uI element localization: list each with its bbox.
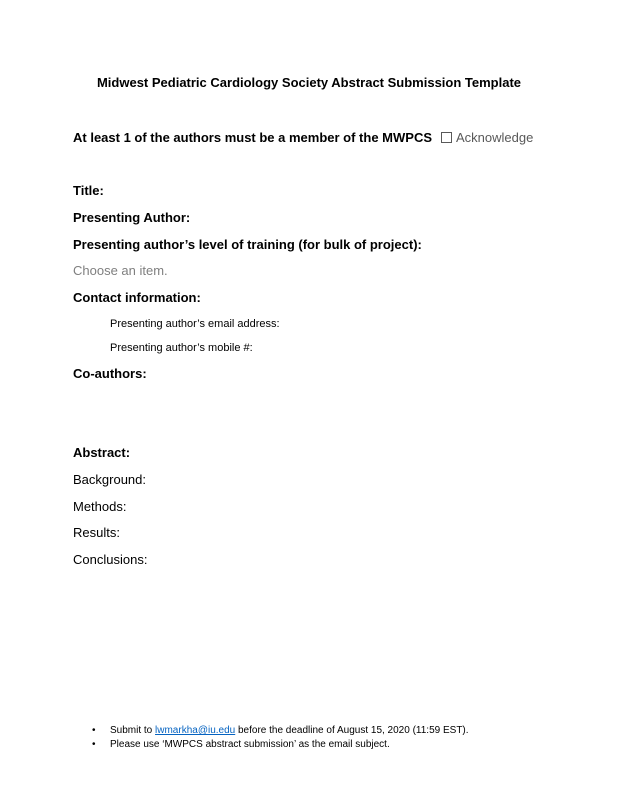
acknowledge-checkbox[interactable] xyxy=(441,130,533,145)
results-label: Results: xyxy=(73,525,120,540)
page-title: Midwest Pediatric Cardiology Society Abstract Submission Template xyxy=(96,75,522,90)
list-item: • Submit to lwmarkha@iu.edu before the deadline of August 15, 2020 (11:59 EST). xyxy=(92,725,469,736)
membership-requirement: At least 1 of the authors must be a member of the MWPCS xyxy=(73,130,432,145)
bullet-icon: • xyxy=(92,725,96,736)
submission-instructions xyxy=(92,724,469,752)
presenting-author-label: Presenting Author: xyxy=(73,210,191,225)
acknowledge-label: Acknowledge xyxy=(456,130,534,145)
conclusions-label: Conclusions: xyxy=(73,552,148,567)
list-item: • Please use ‘MWPCS abstract submission’ as the email subject. xyxy=(92,739,390,750)
bullet-icon: • xyxy=(92,739,96,750)
training-level-label: Presenting author’s level of training (for bulk of project): xyxy=(73,237,422,252)
methods-label: Methods: xyxy=(73,499,127,514)
email-link[interactable]: lwmarkha@iu.edu xyxy=(155,725,236,736)
email-field-label: Presenting author’s email address: xyxy=(110,318,280,330)
background-label: Background: xyxy=(73,472,146,487)
title-field-label: Title: xyxy=(73,183,104,198)
contact-information-label: Contact information: xyxy=(73,290,201,305)
abstract-heading: Abstract: xyxy=(73,445,131,460)
mobile-field-label: Presenting author’s mobile #: xyxy=(110,342,253,354)
training-level-dropdown[interactable]: Choose an item. xyxy=(73,263,168,278)
co-authors-label: Co-authors: xyxy=(73,366,147,381)
checkbox-icon[interactable] xyxy=(441,132,452,143)
